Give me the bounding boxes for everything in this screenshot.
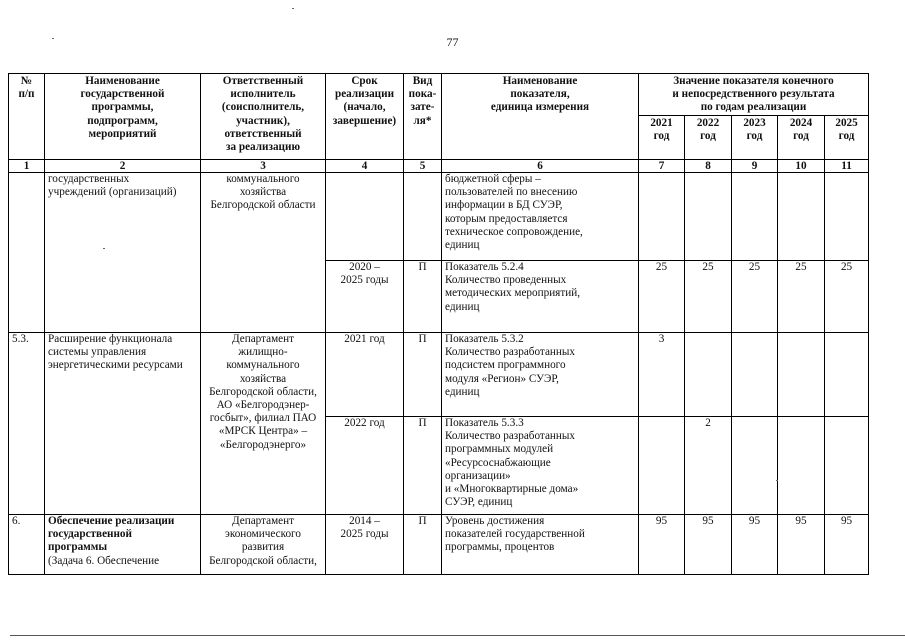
value-cell xyxy=(639,417,685,515)
row-kind: П xyxy=(404,417,442,515)
header-indicator: Наименование показателя, единица измерения xyxy=(442,74,639,160)
row-num: 5.3. xyxy=(9,333,45,515)
row-term: 2022 год xyxy=(326,417,404,515)
header-num: № п/п xyxy=(9,74,45,160)
value-cell xyxy=(825,333,869,417)
value-cell xyxy=(732,417,778,515)
value-cell: 95 xyxy=(778,515,825,575)
scan-speck xyxy=(776,480,778,481)
value-cell: 25 xyxy=(778,261,825,333)
header-year-2023: 2023 год xyxy=(732,116,778,160)
header-responsible: Ответственный исполнитель (соисполнитель, участник), ответственный за реализацию xyxy=(201,74,326,160)
row-indicator: Уровень достижения показателей государственной программы, процентов xyxy=(442,515,639,575)
page-number: 77 xyxy=(446,35,459,49)
value-cell: 25 xyxy=(732,261,778,333)
header-year-2025: 2025 год xyxy=(825,116,869,160)
value-cell: 25 xyxy=(825,261,869,333)
value-cell xyxy=(639,173,685,261)
row-responsible: Департамент экономического развития Белгородской области, xyxy=(201,515,326,575)
table-row xyxy=(9,333,869,417)
row-num: 6. xyxy=(9,515,45,575)
value-cell: 95 xyxy=(825,515,869,575)
table-row xyxy=(9,173,869,261)
value-cell: 95 xyxy=(732,515,778,575)
row-indicator: Показатель 5.3.2 Количество разработанных подсистем программного модуля «Регион» СУЭР, единиц xyxy=(442,333,639,417)
row-indicator: бюджетной сферы – пользователей по внесению информации в БД СУЭР, которым предоставляется техническое сопровождение, единиц xyxy=(442,173,639,261)
header-name: Наименование государственной программы, подпрограмм, мероприятий xyxy=(45,74,201,160)
column-number: 7 xyxy=(639,160,685,173)
row-num xyxy=(9,173,45,333)
value-cell xyxy=(825,417,869,515)
table-row xyxy=(9,515,869,575)
scan-speck xyxy=(52,38,54,39)
row-kind xyxy=(404,173,442,261)
indicators-table xyxy=(8,73,869,575)
bottom-scan-rule xyxy=(10,635,905,637)
row-term: 2014 – 2025 годы xyxy=(326,515,404,575)
row-name: Расширение функционала системы управления энергетическими ресурсами xyxy=(45,333,201,515)
header-values: Значение показателя конечного и непосредственного результата по годам реализации xyxy=(639,74,869,116)
row-term xyxy=(326,173,404,261)
value-cell: 2 xyxy=(685,417,732,515)
column-numbers-row xyxy=(9,160,869,173)
header-year-2021: 2021 год xyxy=(639,116,685,160)
row-name: государственных учреждений (организаций) xyxy=(45,173,201,333)
header-term: Срок реализации (начало, завершение) xyxy=(326,74,404,160)
row-responsible: коммунального хозяйства Белгородской области xyxy=(201,173,326,333)
row-kind: П xyxy=(404,333,442,417)
value-cell xyxy=(685,333,732,417)
value-cell xyxy=(778,333,825,417)
column-number: 4 xyxy=(326,160,404,173)
column-number: 11 xyxy=(825,160,869,173)
value-cell xyxy=(732,333,778,417)
header-year-2024: 2024 год xyxy=(778,116,825,160)
header-year-2022: 2022 год xyxy=(685,116,732,160)
value-cell xyxy=(685,173,732,261)
column-number: 9 xyxy=(732,160,778,173)
row-indicator: Показатель 5.2.4 Количество проведенных методических мероприятий, единиц xyxy=(442,261,639,333)
value-cell: 3 xyxy=(639,333,685,417)
value-cell: 95 xyxy=(639,515,685,575)
column-number: 3 xyxy=(201,160,326,173)
row-name: Обеспечение реализации государственной программы (Задача 6. Обеспечение xyxy=(45,515,201,575)
value-cell xyxy=(825,173,869,261)
column-number: 6 xyxy=(442,160,639,173)
value-cell xyxy=(778,417,825,515)
row-kind: П xyxy=(404,261,442,333)
column-number: 10 xyxy=(778,160,825,173)
column-number: 1 xyxy=(9,160,45,173)
row-responsible: Департамент жилищно- коммунального хозяйства Белгородской области, АО «Белгородэнер- госбыт», филиал ПАО «МРСК Центра» – «Белгородэнерго» xyxy=(201,333,326,515)
column-number: 5 xyxy=(404,160,442,173)
value-cell xyxy=(732,173,778,261)
row-term: 2021 год xyxy=(326,333,404,417)
value-cell xyxy=(778,173,825,261)
column-number: 2 xyxy=(45,160,201,173)
row-indicator: Показатель 5.3.3 Количество разработанных программных модулей «Ресурсоснабжающие организации» и «Многоквартирные дома» СУЭР, единиц xyxy=(442,417,639,515)
value-cell: 25 xyxy=(639,261,685,333)
column-number: 8 xyxy=(685,160,732,173)
scan-speck xyxy=(292,8,294,9)
header-kind: Вид пока- зате- ля* xyxy=(404,74,442,160)
value-cell: 25 xyxy=(685,261,732,333)
row-term: 2020 – 2025 годы xyxy=(326,261,404,333)
value-cell: 95 xyxy=(685,515,732,575)
row-kind: П xyxy=(404,515,442,575)
scan-speck xyxy=(103,248,105,249)
